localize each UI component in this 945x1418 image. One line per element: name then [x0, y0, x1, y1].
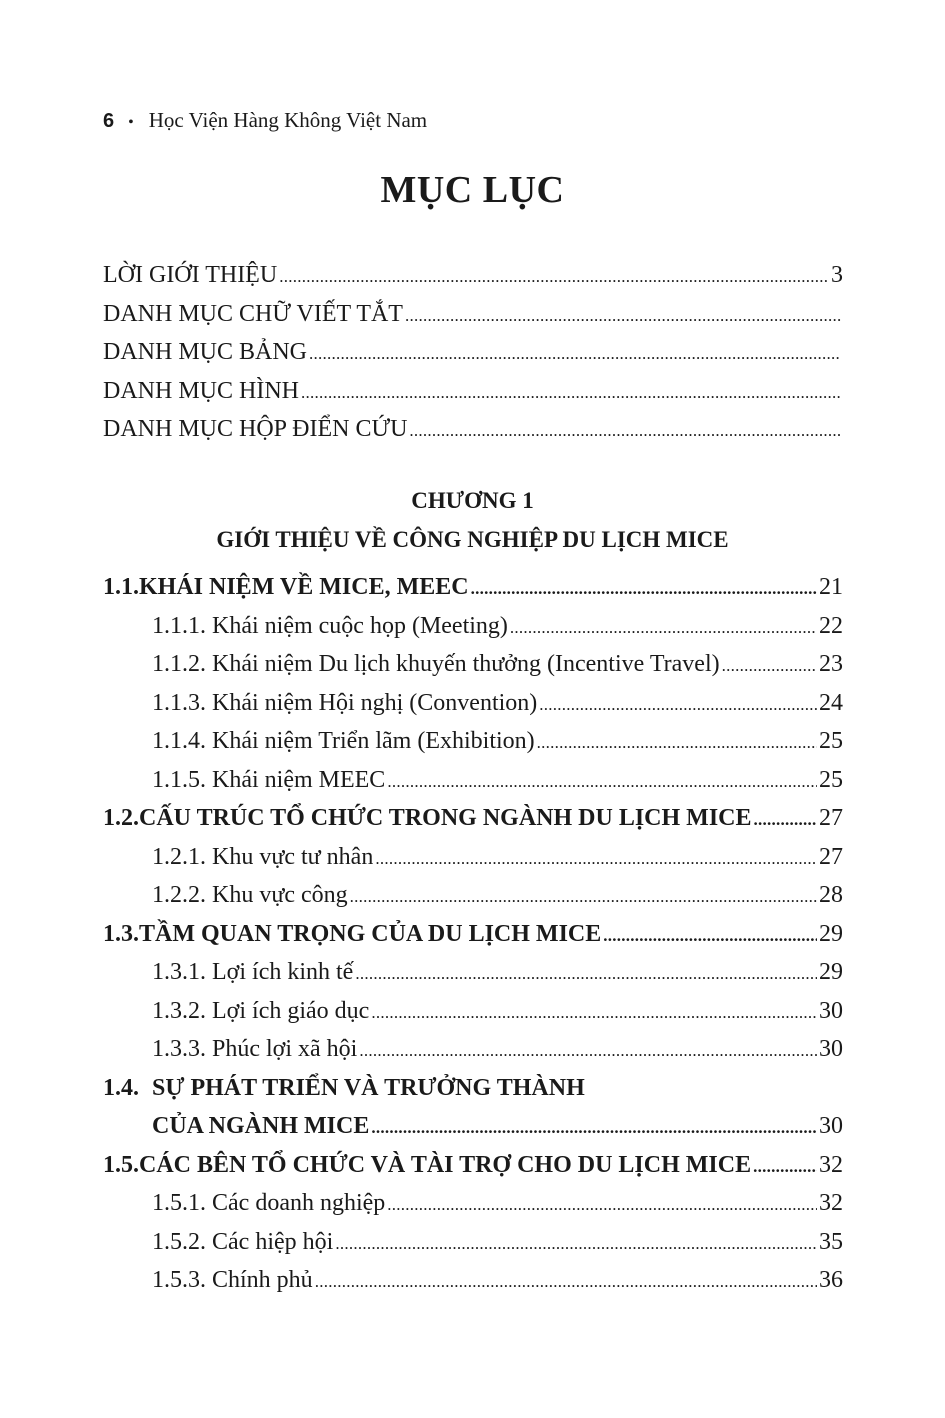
dot-leader [371, 1003, 817, 1023]
dot-leader [510, 618, 817, 638]
toc-subsection-entry[interactable]: 1.1.3. Khái niệm Hội nghị (Convention) . . . 24 [103, 690, 843, 729]
dot-leader [722, 656, 817, 676]
dot-leader [279, 267, 829, 287]
toc-section-entry-continuation[interactable]: CỦA NGÀNH MICE . . . 30 [103, 1113, 843, 1152]
toc-section-entry-first-line[interactable]: 1.4. SỰ PHÁT TRIỂN VÀ TRƯỞNG THÀNH [103, 1074, 585, 1101]
toc-subsection-entry[interactable]: 1.2.1. Khu vực tư nhân . . . 27 [103, 844, 843, 883]
dot-leader [359, 1041, 817, 1061]
dot-leader [387, 772, 817, 792]
page-title: MỤC LỤC [380, 169, 565, 211]
toc-subsection-entry[interactable]: 1.1.2. Khái niệm Du lịch khuyến thưởng (Incentive Travel) . . . 23 [103, 651, 843, 690]
dot-leader [471, 579, 817, 599]
toc-subsection-entry[interactable]: 1.1.5. Khái niệm MEEC . . . 25 [103, 767, 843, 806]
toc-entry[interactable]: DANH MỤC CHỮ VIẾT TẮT . . . [103, 301, 843, 340]
running-header [103, 108, 427, 133]
dot-leader [355, 964, 817, 984]
dot-leader [350, 887, 817, 907]
toc-section-entry[interactable]: 1.1. KHÁI NIỆM VỀ MICE, MEEC . . . 21 [103, 574, 843, 613]
toc-subsection-entry[interactable]: 1.1.4. Khái niệm Triển lãm (Exhibition) . . . 25 [103, 728, 843, 767]
toc-entry[interactable]: LỜI GIỚI THIỆU . . . 3 [103, 262, 843, 301]
dot-leader [409, 421, 841, 441]
toc-subsection-entry[interactable]: 1.5.3. Chính phủ . . . 36 [103, 1267, 843, 1306]
toc-subsection-entry[interactable]: 1.3.1. Lợi ích kinh tế . . . 29 [103, 959, 843, 998]
toc-subsection-entry[interactable]: 1.1.1. Khái niệm cuộc họp (Meeting) . . . 22 [103, 613, 843, 652]
publisher-name: Học Viện Hàng Không Việt Nam [148, 108, 428, 132]
toc-subsection-entry[interactable]: 1.5.2. Các hiệp hội . . . 35 [103, 1229, 843, 1268]
dot-leader [309, 344, 841, 364]
toc-section-entry[interactable]: 1.2. CẤU TRÚC TỔ CHỨC TRONG NGÀNH DU LỊCH MICE . . . 27 [103, 805, 843, 844]
toc-subsection-entry[interactable]: 1.3.3. Phúc lợi xã hội . . . 30 [103, 1036, 843, 1075]
front-matter-list [103, 262, 843, 455]
page-number: 6 [103, 110, 115, 132]
chapter-toc-list [103, 574, 843, 1306]
dot-leader [603, 926, 817, 946]
chapter-title: GIỚI THIỆU VỀ CÔNG NGHIỆP DU LỊCH MICE [216, 527, 729, 552]
dot-leader [301, 383, 841, 403]
toc-entry[interactable]: DANH MỤC HÌNH . . . [103, 378, 843, 417]
dot-leader [315, 1272, 817, 1292]
dot-leader [375, 849, 817, 869]
dot-leader [539, 695, 817, 715]
dot-leader [405, 306, 841, 326]
toc-section-entry[interactable]: 1.3. TẦM QUAN TRỌNG CỦA DU LỊCH MICE . . . 29 [103, 921, 843, 960]
toc-subsection-entry[interactable]: 1.5.1. Các doanh nghiệp . . . 32 [103, 1190, 843, 1229]
header-bullet: • [128, 114, 134, 131]
chapter-number: CHƯƠNG 1 [411, 488, 534, 513]
dot-leader [753, 1157, 817, 1177]
toc-entry[interactable]: DANH MỤC HỘP ĐIỂN CỨU . . . [103, 416, 843, 455]
dot-leader [387, 1195, 817, 1215]
toc-subsection-entry[interactable]: 1.3.2. Lợi ích giáo dục . . . 30 [103, 998, 843, 1037]
toc-entry[interactable]: DANH MỤC BẢNG . . . [103, 339, 843, 378]
dot-leader [754, 810, 818, 830]
dot-leader [335, 1234, 817, 1254]
dot-leader [537, 733, 817, 753]
toc-subsection-entry[interactable]: 1.2.2. Khu vực công . . . 28 [103, 882, 843, 921]
dot-leader [371, 1118, 817, 1138]
toc-section-entry[interactable]: 1.5. CÁC BÊN TỔ CHỨC VÀ TÀI TRỢ CHO DU LỊCH MICE . . . 32 [103, 1152, 843, 1191]
